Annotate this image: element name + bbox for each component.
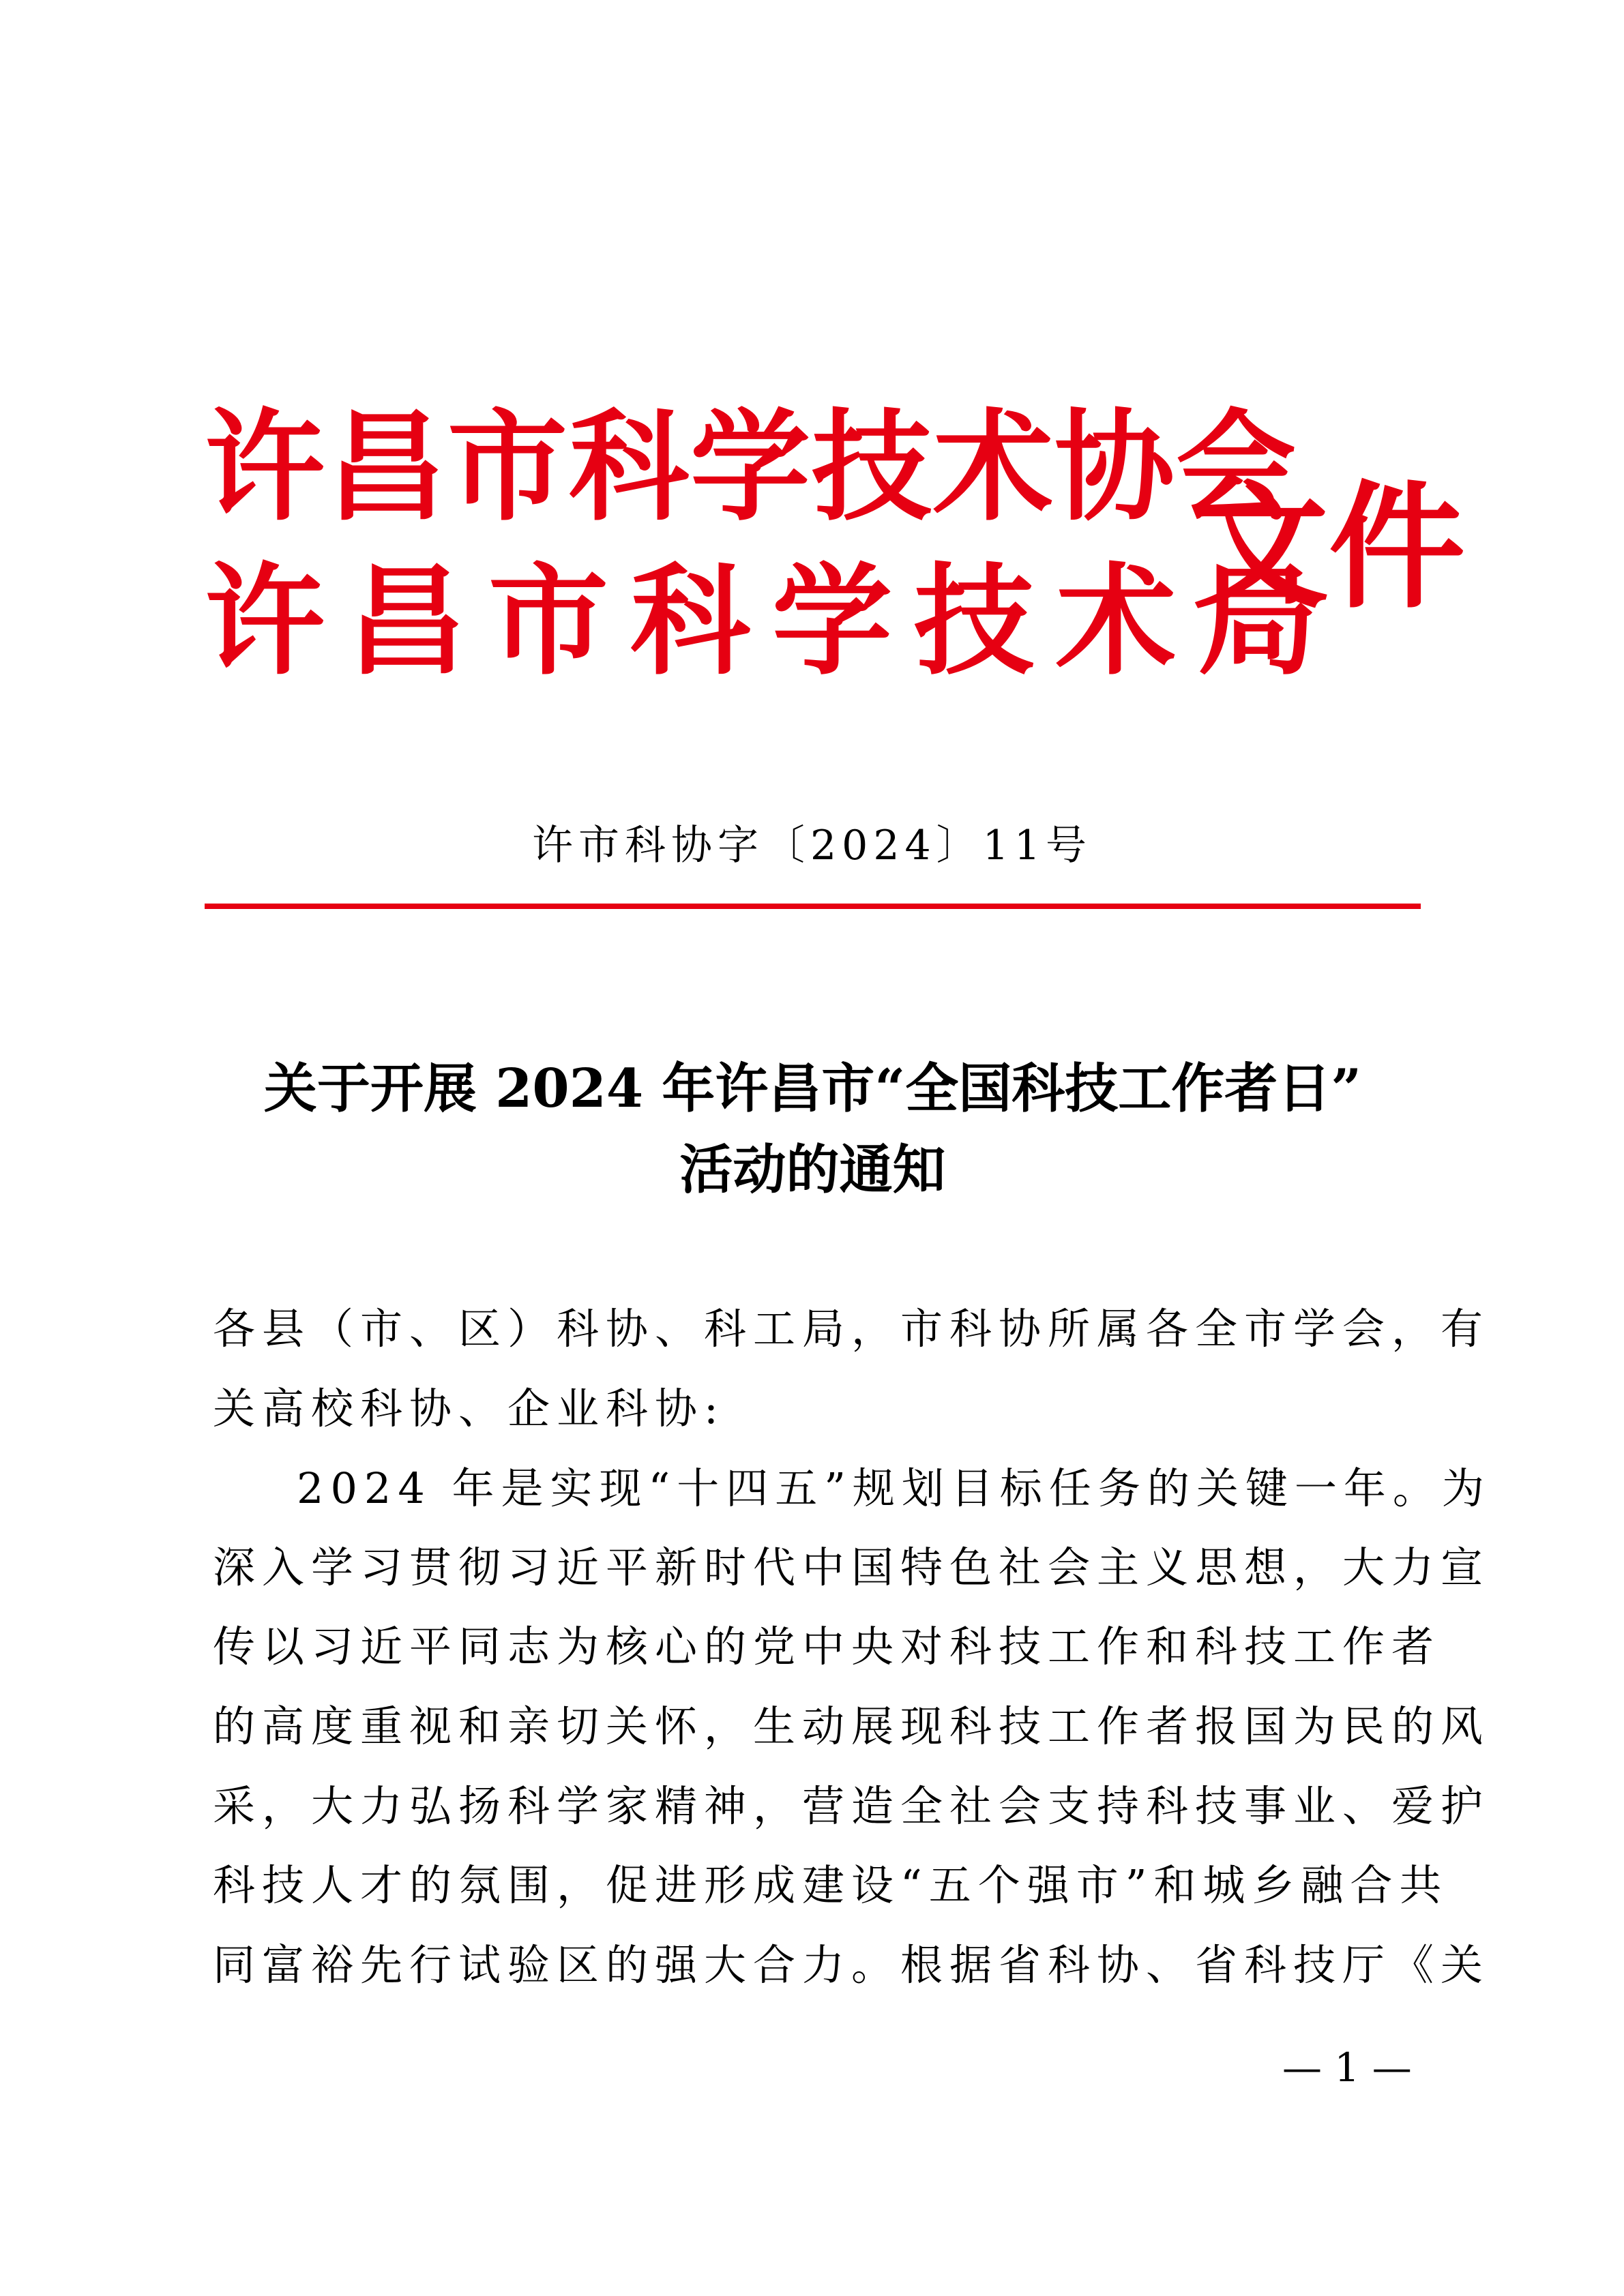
red-separator-line	[205, 904, 1421, 909]
body-line: 科技人才的氛围，促进形成建设“五个强市”和城乡融合共	[213, 1860, 1449, 1910]
body-line: 的高度重视和亲切关怀，生动展现科技工作者报国为民的风	[213, 1701, 1490, 1751]
body-line: 深入学习贯彻习近平新时代中国特色社会主义思想，大力宣	[213, 1542, 1490, 1592]
body-line: 采，大力弘扬科学家精神，营造全社会支持科技事业、爱护	[213, 1781, 1490, 1831]
issuer-name-association: 许昌市科学技术协会	[205, 398, 1298, 537]
issuer-name-bureau: 许昌市科学技术局	[205, 552, 1340, 691]
notice-title-line-1: 关于开展 2024 年许昌市“全国科技工作者日”	[263, 1058, 1362, 1120]
body-line: 同富裕先行试验区的强大合力。根据省科协、省科技厅《关	[213, 1940, 1490, 1990]
notice-title-line-2: 活动的通知	[679, 1139, 946, 1201]
body-line-paragraph-start: 2024 年是实现“十四五”规划目标任务的关键一年。为	[297, 1463, 1491, 1513]
body-line-addressee-1: 各县（市、区）科协、科工局，市科协所属各全市学会，有	[213, 1304, 1490, 1354]
document-number: 许市科协字〔2024〕11号	[531, 822, 1093, 869]
page-number: — 1 —	[1282, 2044, 1412, 2091]
document-type-label: 文件	[1192, 468, 1466, 627]
body-line-addressee-2: 关高校科协、企业科协:	[213, 1384, 725, 1433]
body-line: 传以习近平同志为核心的党中央对科技工作和科技工作者	[213, 1622, 1441, 1671]
